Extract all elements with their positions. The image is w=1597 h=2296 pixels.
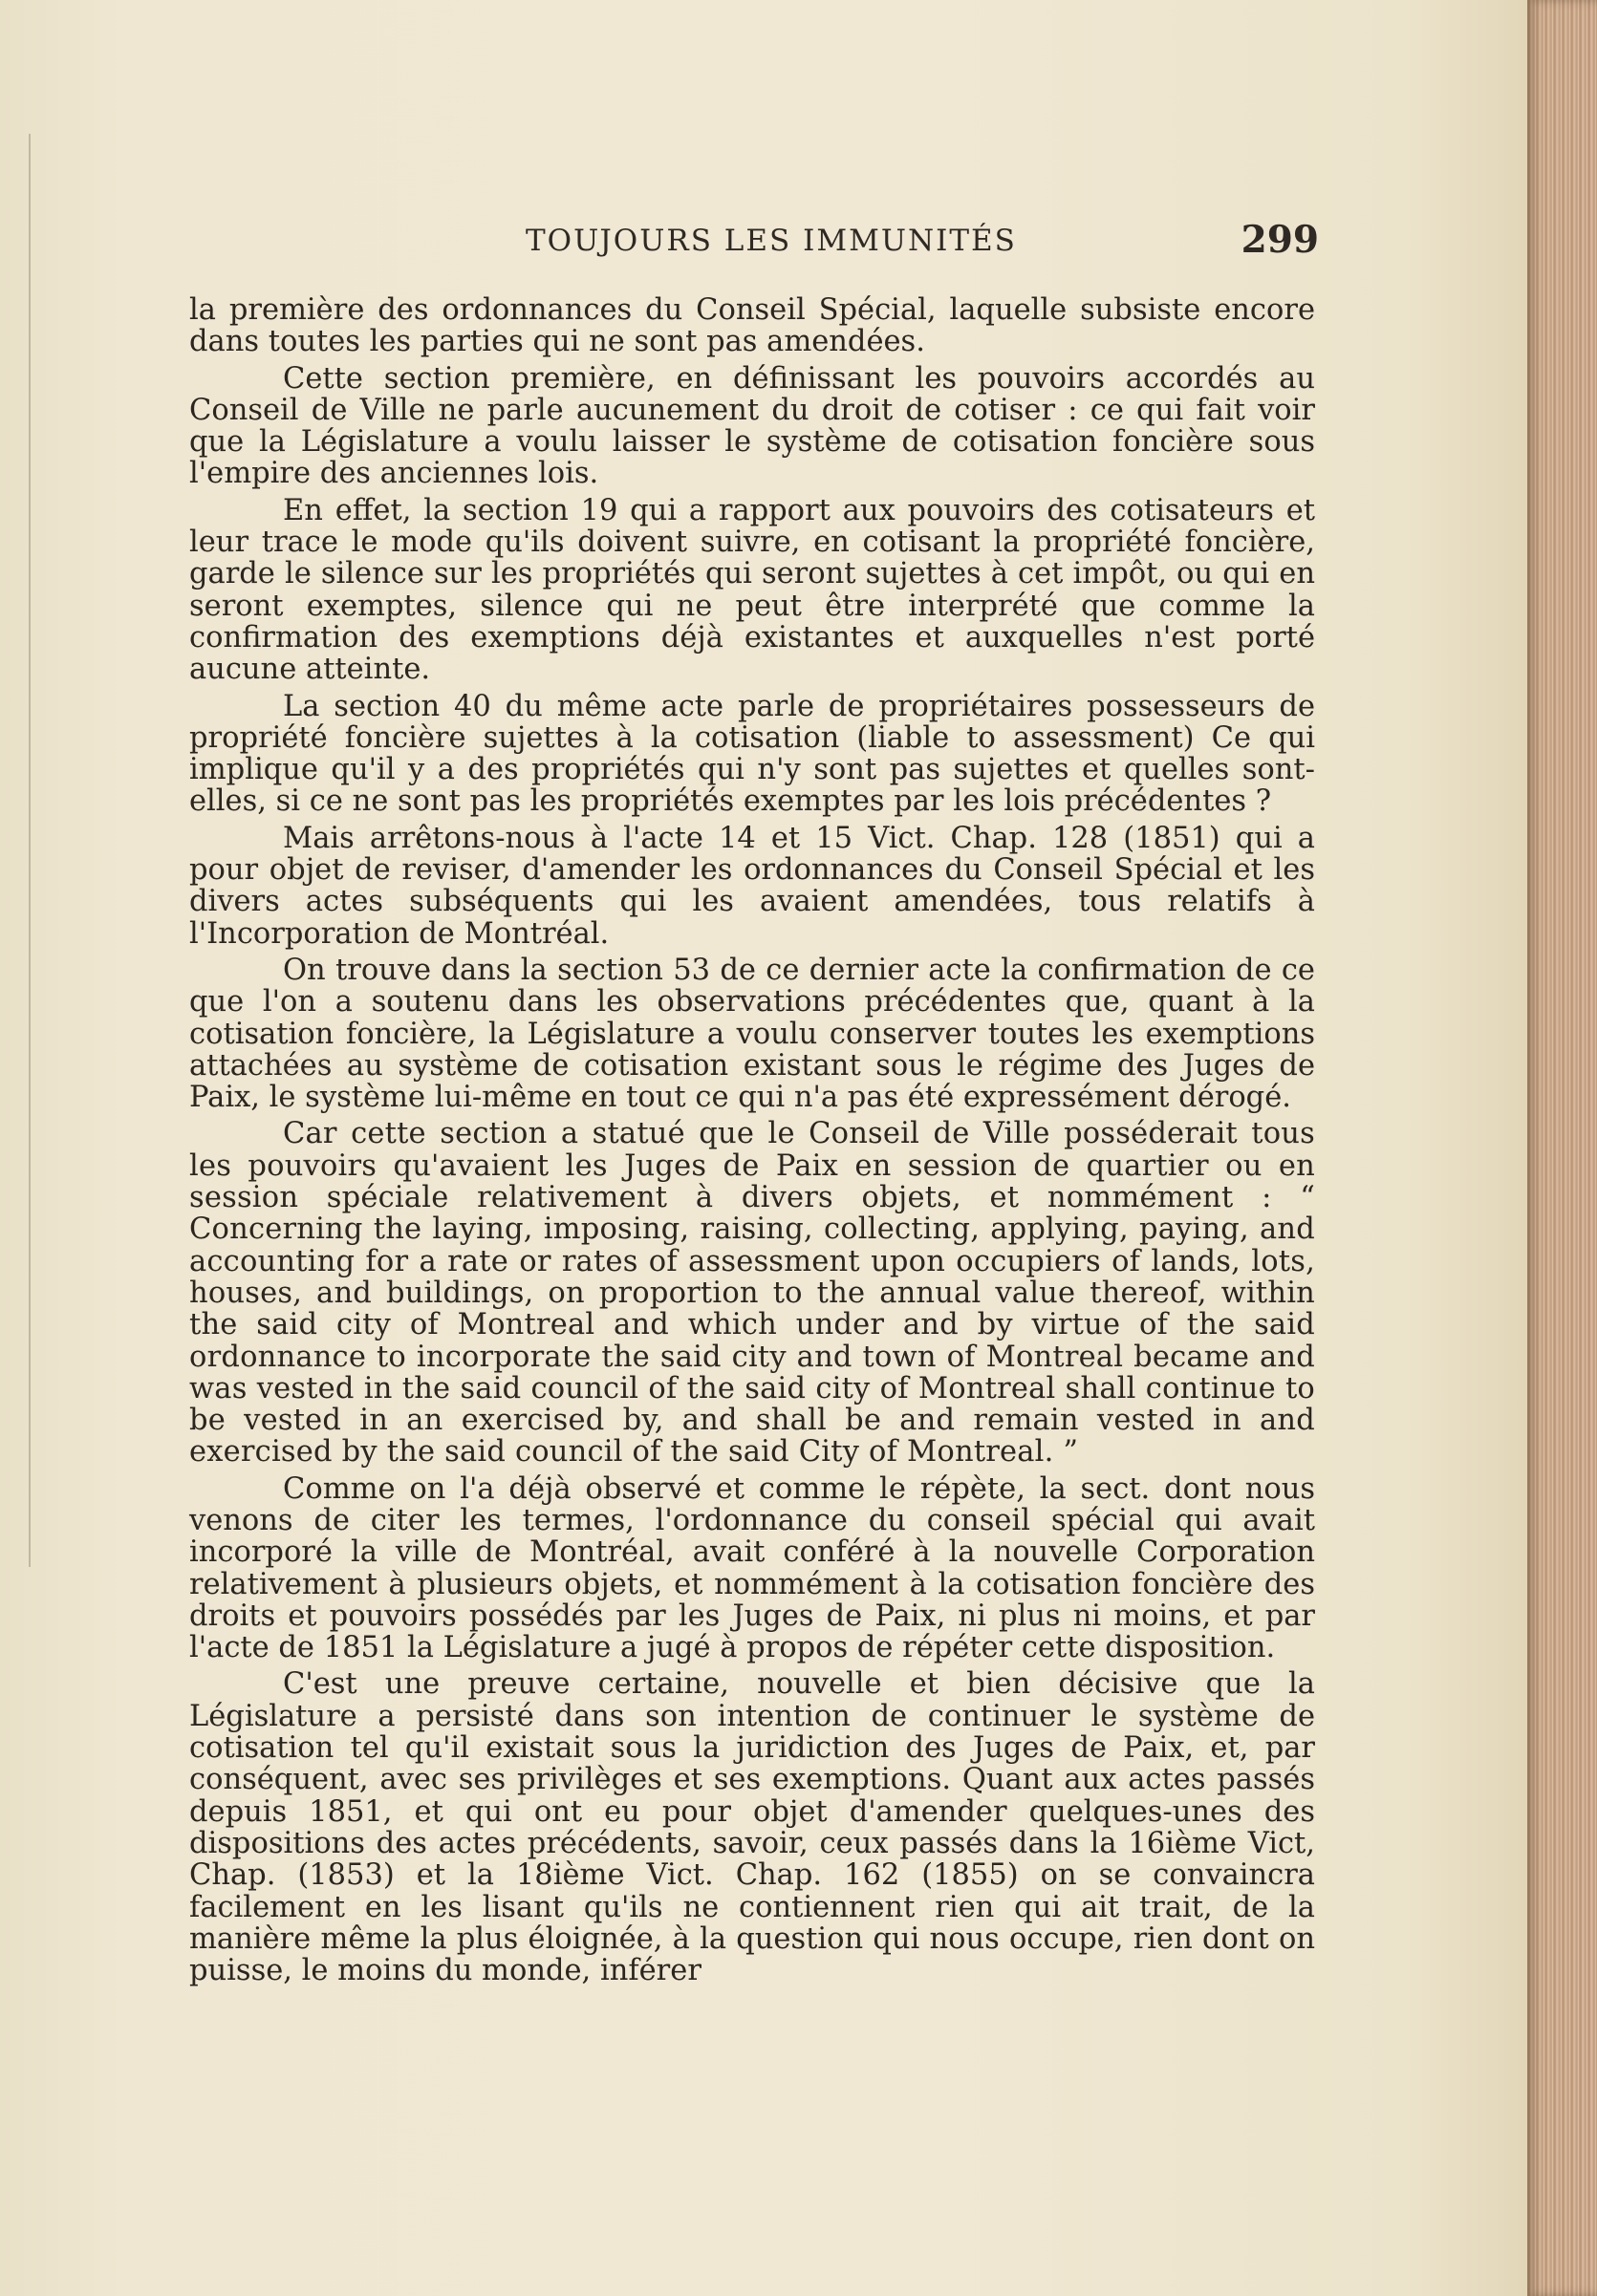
running-title: TOUJOURS LES IMMUNITÉS: [526, 224, 1017, 258]
book-page-edge: [1527, 0, 1597, 2296]
paragraph: la première des ordonnances du Conseil Spécial, laquelle subsiste encore dans toutes les parties qui ne sont pas amendées.: [189, 293, 1315, 359]
paragraph: La section 40 du même acte parle de propriétaires possesseurs de propriété foncière sujettes à la cotisation (liable to assessment) Ce qui implique qu'il y a des propriétés qui n'y sont pas sujettes et quelles sont-elles, si ce ne sont pas les propriétés exemptes par les lois précédentes ?: [189, 689, 1315, 819]
page-number: 299: [1241, 218, 1319, 262]
paragraph: En effet, la section 19 qui a rapport aux pouvoirs des cotisateurs et leur trace le mode qu'ils doivent suivre, en cotisant la propriété foncière, garde le silence sur les propriétés qui seront sujettes à cet impôt, ou qui en seront exemptes, silence qui ne peut être interprété que comme la confirmation des exemptions déjà existantes et auxquelles n'est porté aucune atteinte.: [189, 493, 1315, 687]
paragraph: Comme on l'a déjà observé et comme le répète, la sect. dont nous venons de citer les termes, l'ordonnance du conseil spécial qui avait incorporé la ville de Montréal, avait conféré à la nouvelle Corporation relativement à plusieurs objets, et nommément à la cotisation foncière des droits et pouvoirs possédés par les Juges de Paix, ni plus ni moins, et par l'acte de 1851 la Législature a jugé à propos de répéter cette disposition.: [189, 1471, 1315, 1665]
body-text: [189, 294, 1315, 1991]
page-gutter-shadow: [29, 134, 31, 1567]
paragraph: On trouve dans la section 53 de ce dernier acte la confirmation de ce que l'on a soutenu dans les observations précédentes que, quant à la cotisation foncière, la Législature a voulu conserver toutes les exemptions attachées au système de cotisation existant sous le régime des Juges de Paix, le système lui-même en tout ce qui n'a pas été expressément dérogé.: [189, 953, 1315, 1115]
paragraph: Car cette section a statué que le Conseil de Ville posséderait tous les pouvoirs qu'avaient les Juges de Paix en session de quartier ou en session spéciale relativement à divers objets, et nommément : “ Concerning the laying, imposing, raising, collecting, applying, paying, and accounting for a rate or rates of assessment upon occupiers of lands, lots, houses, and buildings, on proportion to the annual value thereof, within the said city of Montreal and which under and by virtue of the said ordonnance to incorporate the said city and town of Montreal became and was vested in the said council of the said city of Montreal shall continue to be vested in an exercised by, and shall be and remain vested in and exercised by the said council of the said City of Montreal. ”: [189, 1117, 1315, 1470]
page-header: [191, 218, 1319, 275]
paragraph: Cette section première, en définissant les pouvoirs accordés au Conseil de Ville ne parle aucunement du droit de cotiser : ce qui fait voir que la Législature a voulu laisser le système de cotisation foncière sous l'empire des anciennes lois.: [189, 361, 1315, 491]
paragraph: Mais arrêtons-nous à l'acte 14 et 15 Vict. Chap. 128 (1851) qui a pour objet de reviser, d'amender les ordonnances du Conseil Spécial et les divers actes subséquents qui les avaient amendées, tous relatifs à l'Incorporation de Montréal.: [189, 821, 1315, 951]
paragraph: C'est une preuve certaine, nouvelle et bien décisive que la Législature a persisté dans son intention de continuer le système de cotisation tel qu'il existait sous la juridiction des Juges de Paix, et, par conséquent, avec ses privilèges et ses exemptions. Quant aux actes passés depuis 1851, et qui ont eu pour objet d'amender quelques-unes des dispositions des actes précédents, savoir, ceux passés dans la 16ième Vict, Chap. (1853) et la 18ième Vict. Chap. 162 (1855) on se convaincra facilement en les lisant qu'ils ne contiennent rien qui ait trait, de la manière même la plus éloignée, à la question qui nous occupe, rien dont on puisse, le moins du monde, inférer: [189, 1667, 1315, 1988]
